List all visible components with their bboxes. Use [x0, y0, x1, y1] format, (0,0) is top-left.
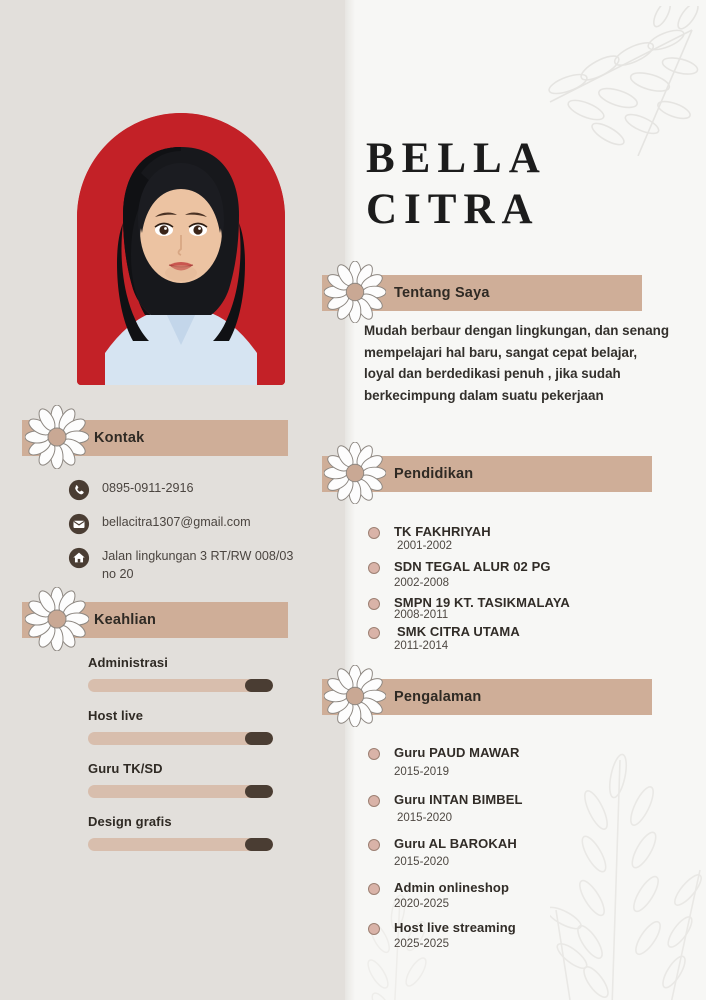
contact-item-email[interactable] [68, 512, 318, 535]
education-item [368, 559, 668, 589]
experience-date: 2015-2020 [397, 812, 452, 824]
experience-title: Host live streaming [394, 920, 516, 935]
section-header-keahlian [22, 602, 288, 638]
education-title: SMK CITRA UTAMA [397, 624, 520, 639]
name-line-2: CITRA [366, 185, 540, 233]
skill-item [88, 655, 273, 692]
bullet-icon [368, 883, 380, 895]
home-icon [68, 547, 90, 569]
education-title: TK FAKHRIYAH [394, 524, 491, 539]
skill-progress-cap [245, 732, 273, 745]
section-title-kontak: Kontak [94, 430, 145, 446]
education-title: SMPN 19 KT. TASIKMALAYA [394, 595, 570, 610]
bullet-icon [368, 748, 380, 760]
education-date: 2011-2014 [394, 640, 449, 652]
skill-label: Design grafis [88, 814, 172, 829]
experience-title: Admin onlineshop [394, 880, 509, 895]
education-item [368, 524, 668, 552]
skill-item [88, 708, 273, 745]
skills-list [88, 655, 273, 867]
contact-address-value: Jalan lingkungan 3 RT/RW 008/03 no 20 [102, 549, 294, 581]
bullet-icon [368, 527, 380, 539]
skill-progress-cap [245, 785, 273, 798]
page-title [366, 134, 696, 235]
experience-title: Guru AL BAROKAH [394, 836, 517, 851]
section-title-tentang-saya: Tentang Saya [394, 285, 490, 301]
skill-item [88, 761, 273, 798]
section-title-pendidikan: Pendidikan [394, 466, 474, 482]
experience-item [368, 880, 668, 910]
contact-phone-value: 0895-0911-2916 [102, 481, 194, 495]
experience-date: 2025-2025 [394, 938, 449, 950]
email-icon [68, 513, 90, 535]
experience-title: Guru INTAN BIMBEL [394, 792, 523, 807]
experience-title: Guru PAUD MAWAR [394, 745, 520, 760]
experience-list [368, 745, 668, 950]
experience-date: 2015-2020 [394, 856, 449, 868]
skill-progress-cap [245, 838, 273, 851]
about-text: Mudah berbaur dengan lingkungan, dan senang mempelajari hal baru, sangat cepat belajar, loyal dan berdedikasi penuh , jika sudah berkecimpung dalam suatu pekerjaan [364, 323, 670, 404]
experience-item [368, 920, 668, 950]
education-item [368, 595, 668, 621]
contact-list [68, 478, 318, 595]
skill-progress-bar [88, 732, 273, 745]
phone-icon [68, 479, 90, 501]
experience-item [368, 836, 668, 868]
section-header-tentang-saya [322, 275, 642, 311]
education-date: 2008-2011 [394, 609, 449, 621]
experience-date: 2020-2025 [394, 898, 449, 910]
skill-progress-cap [245, 679, 273, 692]
bullet-icon [368, 562, 380, 574]
section-header-kontak [22, 420, 288, 456]
education-item [368, 624, 668, 652]
experience-item [368, 745, 668, 778]
profile-photo [77, 113, 285, 385]
experience-date: 2015-2019 [394, 766, 449, 778]
contact-item-phone[interactable] [68, 478, 318, 501]
education-date: 2002-2008 [394, 577, 449, 589]
section-header-pengalaman [322, 679, 652, 715]
experience-item [368, 792, 668, 824]
skill-progress-bar [88, 838, 273, 851]
bullet-icon [368, 598, 380, 610]
skill-progress-bar [88, 679, 273, 692]
contact-email-value: bellacitra1307@gmail.com [102, 515, 251, 529]
education-title: SDN TEGAL ALUR 02 PG [394, 559, 551, 574]
skill-label: Host live [88, 708, 144, 723]
section-title-keahlian: Keahlian [94, 612, 157, 628]
name-line-1: BELLA [366, 135, 547, 182]
education-list [368, 524, 668, 652]
skill-label: Guru TK/SD [88, 761, 163, 776]
education-date: 2001-2002 [397, 540, 452, 552]
skill-label: Administrasi [88, 655, 168, 670]
section-header-pendidikan [322, 456, 652, 492]
skill-progress-bar [88, 785, 273, 798]
skill-item [88, 814, 273, 851]
bullet-icon [368, 923, 380, 935]
bullet-icon [368, 627, 380, 639]
bullet-icon [368, 839, 380, 851]
bullet-icon [368, 795, 380, 807]
contact-item-address[interactable] [68, 546, 318, 584]
section-title-pengalaman: Pengalaman [394, 689, 482, 705]
